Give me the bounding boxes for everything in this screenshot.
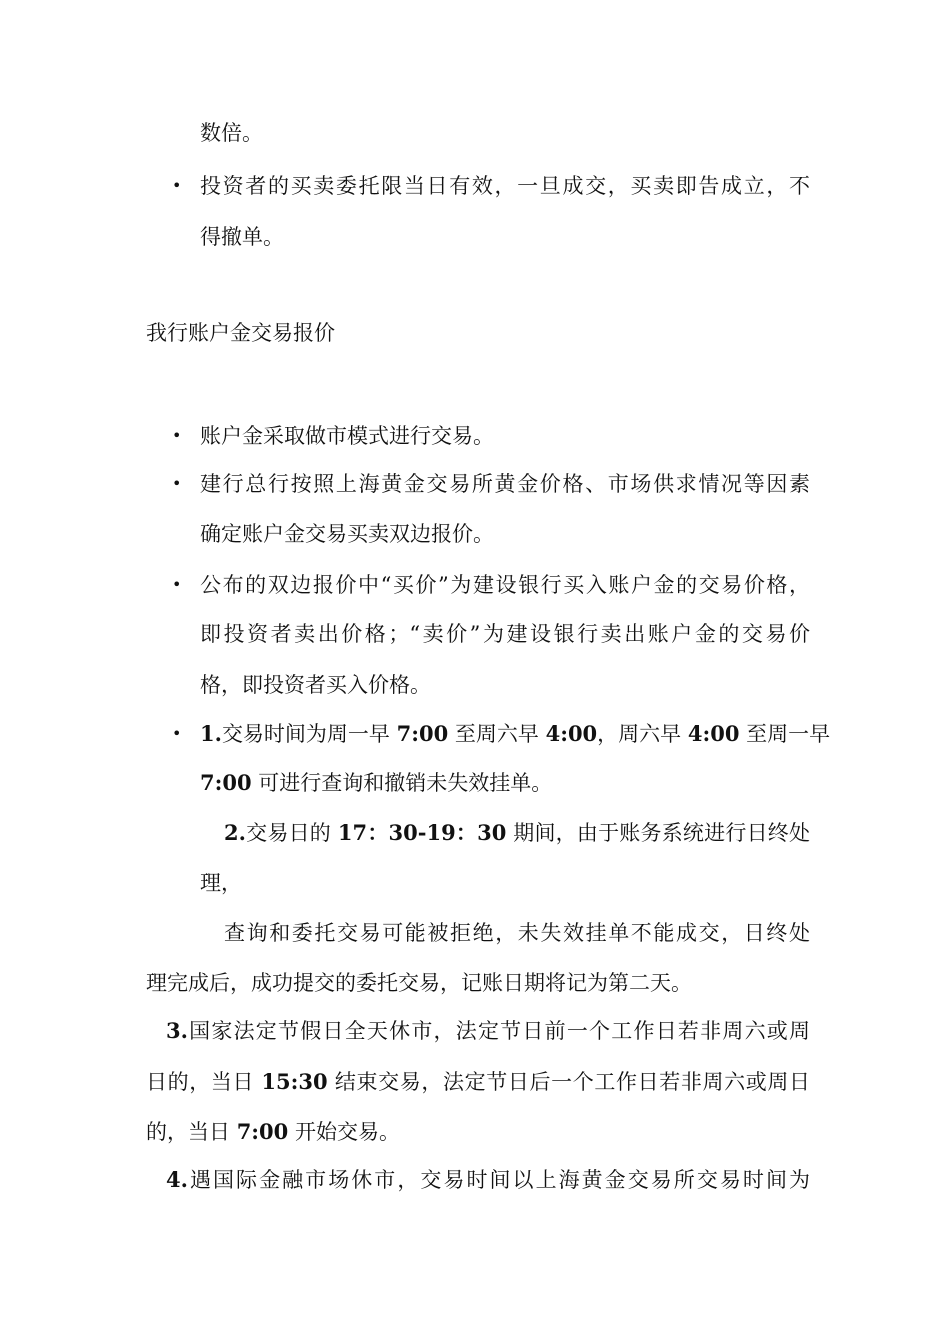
text-line: 得撤单。 — [200, 225, 284, 249]
text-line: 即投资者卖出价格；“卖价”为建设银行卖出账户金的交易价 — [200, 622, 810, 646]
text-line: 数倍。 — [200, 121, 263, 145]
text-line: 确定账户金交易买卖双边报价。 — [200, 522, 494, 546]
section-heading: 我行账户金交易报价 — [146, 321, 335, 345]
bullet-icon: • — [172, 426, 182, 445]
text-line: 2.交易日的 17：30-19：30 期间，由于账务系统进行日终处 — [224, 820, 810, 845]
text-line: 7:00 可进行查询和撤销未失效挂单。 — [200, 770, 553, 795]
text-line: 建行总行按照上海黄金交易所黄金价格、市场供求情况等因素 — [200, 472, 810, 496]
text-line: 4.遇国际金融市场休市，交易时间以上海黄金交易所交易时间为 — [166, 1167, 810, 1192]
text-line: 格，即投资者买入价格。 — [200, 673, 431, 697]
text-line: 查询和委托交易可能被拒绝，未失效挂单不能成交，日终处 — [224, 921, 810, 945]
text-line: 1.交易时间为周一早 7:00 至周六早 4:00，周六早 4:00 至周一早 — [200, 721, 831, 746]
text-line: 投资者的买卖委托限当日有效，一旦成交，买卖即告成立，不 — [200, 174, 810, 198]
bullet-icon: • — [172, 176, 182, 195]
text-line: 账户金采取做市模式进行交易。 — [200, 424, 494, 448]
bullet-icon: • — [172, 474, 182, 493]
text-line: 的，当日 7:00 开始交易。 — [146, 1119, 400, 1144]
bullet-icon: • — [172, 575, 182, 594]
text-line: 日的，当日 15:30 结束交易，法定节日后一个工作日若非周六或周日 — [146, 1069, 810, 1094]
text-line: 公布的双边报价中“买价”为建设银行买入账户金的交易价格， — [200, 573, 810, 597]
text-line: 理完成后，成功提交的委托交易，记账日期将记为第二天。 — [146, 971, 692, 995]
text-line: 理， — [200, 871, 242, 895]
bullet-icon: • — [172, 724, 182, 743]
text-line: 3.国家法定节假日全天休市，法定节日前一个工作日若非周六或周 — [166, 1018, 810, 1043]
